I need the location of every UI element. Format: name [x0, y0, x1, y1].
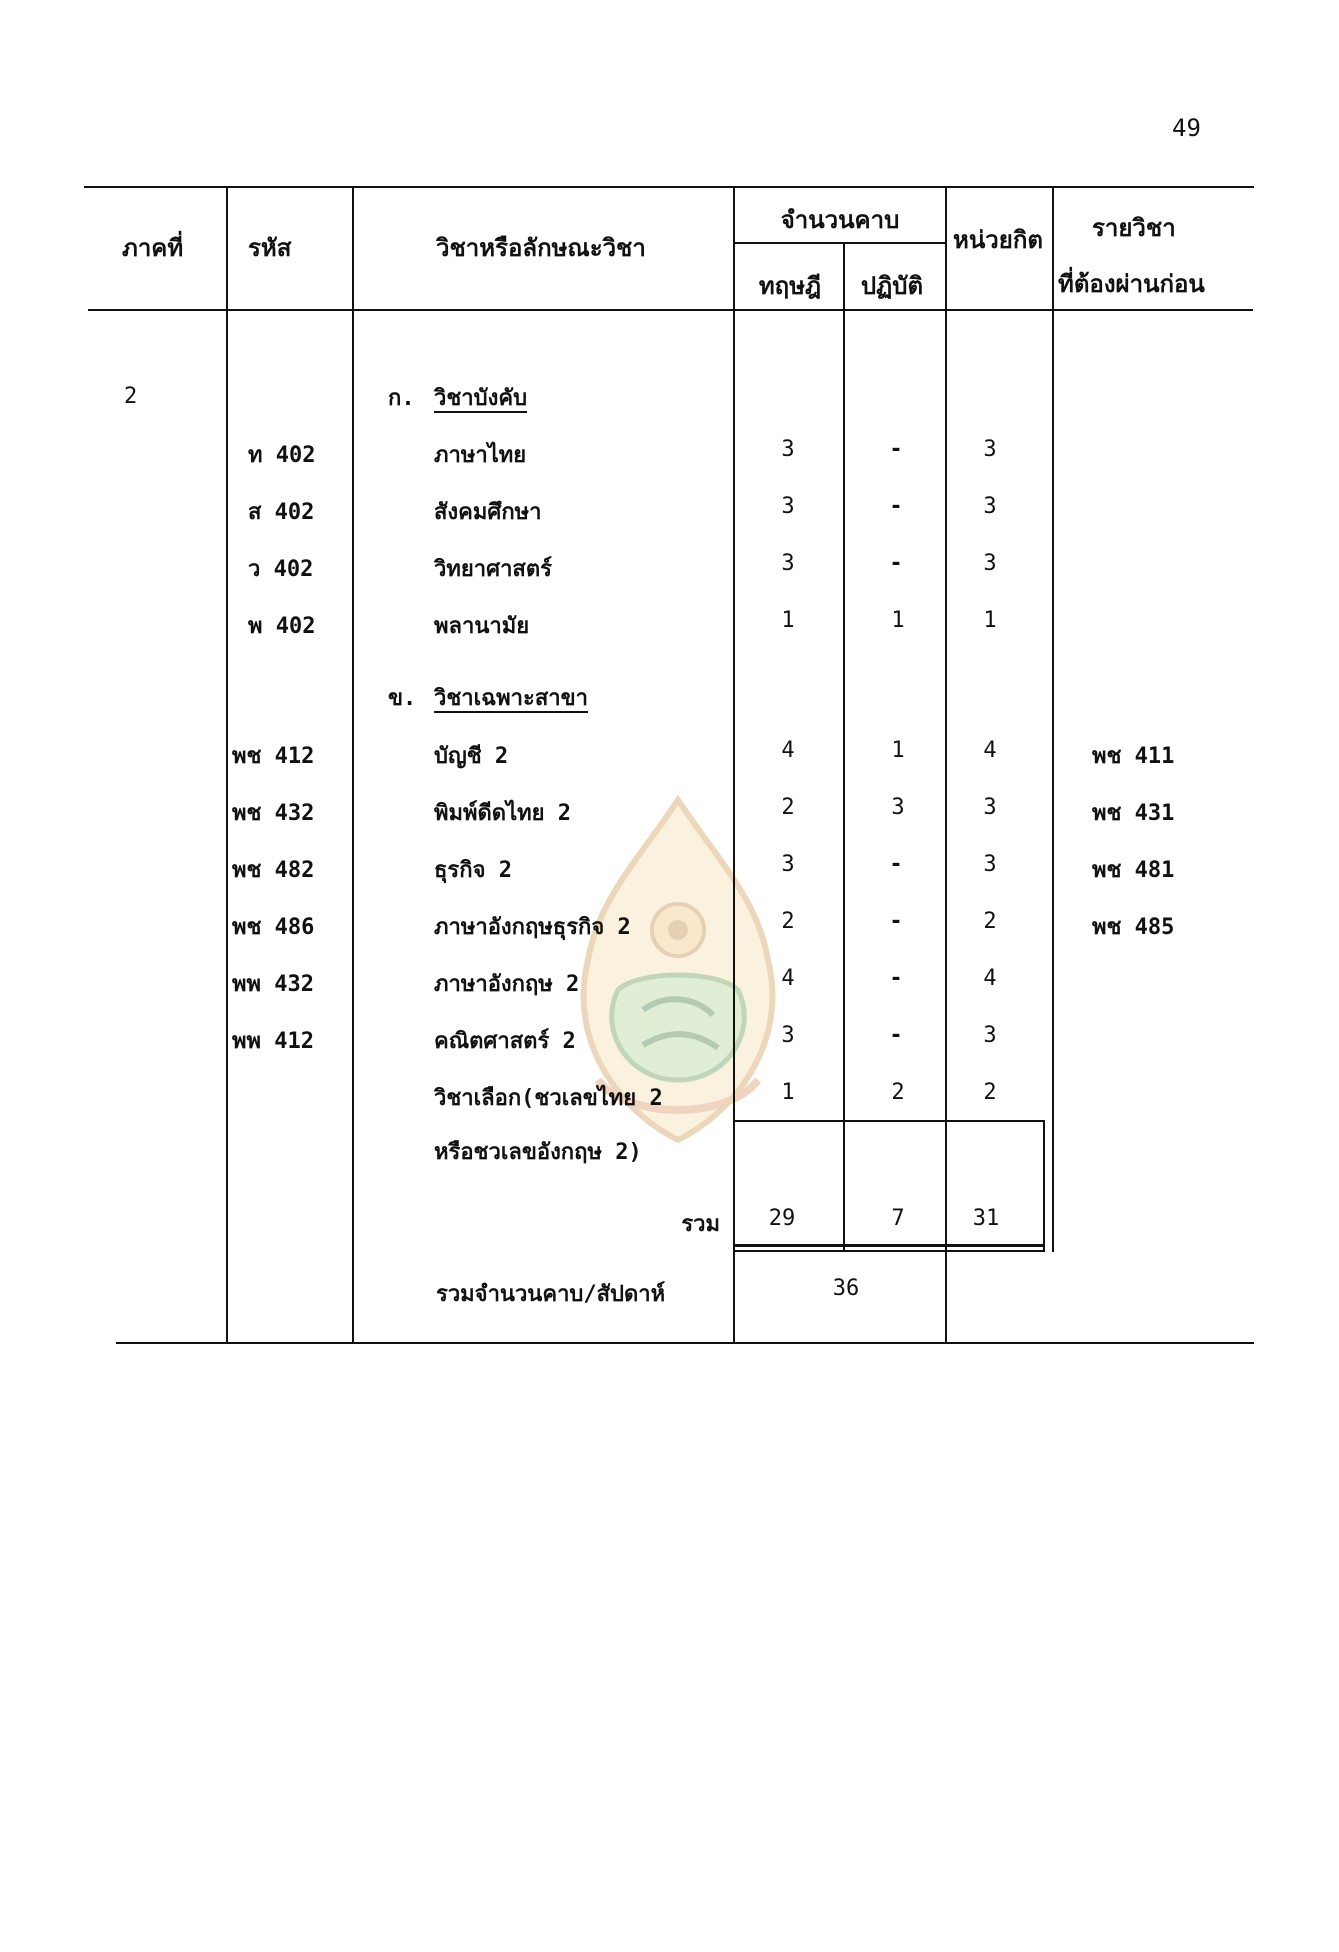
code-cell: พช 482	[232, 858, 315, 883]
group-title: วิชาบังคับ	[434, 386, 528, 411]
practice-cell: -	[889, 551, 903, 576]
code-cell: พช 486	[232, 915, 315, 940]
subject-cell: พลานามัย	[434, 614, 530, 639]
theory-cell: 1	[781, 608, 795, 633]
theory-cell: 2	[781, 909, 795, 934]
practice-cell: 3	[891, 795, 905, 820]
practice-cell: -	[889, 966, 903, 991]
credits-cell: 1	[983, 608, 997, 633]
group-title: วิชาเฉพาะสาขา	[434, 686, 588, 711]
credits-cell: 3	[983, 437, 997, 462]
subject-cell: ธุรกิจ 2	[434, 858, 512, 883]
subject-cell: สังคมศึกษา	[434, 500, 542, 525]
code-cell: พช 412	[232, 744, 315, 769]
subject-cell: บัญชี 2	[434, 744, 509, 769]
practice-cell: 1	[891, 608, 905, 633]
code-cell: พ 402	[248, 614, 316, 639]
header-theory: ทฤษฎี	[758, 272, 822, 300]
group-prefix: ข.	[388, 686, 417, 711]
header-code: รหัส	[248, 234, 292, 262]
prereq-cell: พช 431	[1092, 801, 1175, 826]
totals-credits: 31	[972, 1206, 1000, 1231]
credits-cell: 3	[983, 795, 997, 820]
semester-value: 2	[124, 384, 138, 409]
subject-cell: วิทยาศาสตร์	[434, 557, 552, 582]
practice-cell: -	[889, 909, 903, 934]
totals-theory: 29	[768, 1206, 796, 1231]
prereq-cell: พช 485	[1092, 915, 1175, 940]
credits-cell: 2	[983, 1080, 997, 1105]
practice-cell: 1	[891, 738, 905, 763]
subject-cell: วิชาเลือก(ชวเลขไทย 2	[434, 1086, 663, 1111]
totals-box-bottom	[733, 1244, 1045, 1247]
col-line-credits-left	[945, 186, 947, 1344]
totals-box-bottom-2	[733, 1250, 1045, 1252]
col-line-subject	[733, 186, 735, 1344]
totals-box-right	[1043, 1120, 1045, 1252]
credits-cell: 4	[983, 738, 997, 763]
header-prereq-line2: ที่ต้องผ่านก่อน	[1058, 270, 1205, 298]
col-line-credits-right	[1052, 186, 1054, 1252]
page-number: 49	[1172, 114, 1201, 142]
code-cell: ท 402	[248, 443, 316, 468]
credits-cell: 3	[983, 852, 997, 877]
theory-cell: 3	[781, 494, 795, 519]
theory-cell: 1	[781, 1080, 795, 1105]
theory-cell: 3	[781, 437, 795, 462]
periods-subheader-rule	[733, 242, 945, 244]
code-cell: พพ 432	[232, 972, 314, 997]
theory-cell: 4	[781, 966, 795, 991]
header-semester: ภาคที่	[122, 234, 184, 262]
practice-cell: -	[889, 494, 903, 519]
credits-cell: 3	[983, 494, 997, 519]
subject-continuation: หรือชวเลขอังกฤษ 2)	[434, 1140, 642, 1165]
subject-cell: คณิตศาสตร์ 2	[434, 1029, 576, 1054]
theory-cell: 3	[781, 551, 795, 576]
weekly-total-value: 36	[832, 1276, 860, 1301]
header-practice: ปฏิบัติ	[860, 272, 924, 300]
weekly-total-label: รวมจำนวนคาบ/สัปดาห์	[436, 1282, 666, 1307]
header-bottom-rule	[88, 309, 1253, 311]
practice-cell: -	[889, 852, 903, 877]
theory-cell: 3	[781, 852, 795, 877]
table-bottom-rule	[116, 1342, 1254, 1344]
col-line-code	[352, 186, 354, 1344]
table-top-rule	[84, 186, 1254, 188]
credits-cell: 2	[983, 909, 997, 934]
header-periods: จำนวนคาบ	[780, 206, 900, 234]
subject-cell: พิมพ์ดีดไทย 2	[434, 801, 572, 826]
header-credits: หน่วยกิต	[953, 226, 1043, 254]
theory-cell: 2	[781, 795, 795, 820]
col-line-semester	[226, 186, 228, 1344]
theory-cell: 4	[781, 738, 795, 763]
totals-box-top	[735, 1120, 1045, 1122]
credits-cell: 4	[983, 966, 997, 991]
credits-cell: 3	[983, 1023, 997, 1048]
practice-cell: 2	[891, 1080, 905, 1105]
col-line-theory	[843, 242, 845, 1250]
group-prefix: ก.	[388, 386, 415, 411]
totals-label: รวม	[681, 1212, 720, 1237]
code-cell: พพ 412	[232, 1029, 314, 1054]
code-cell: พช 432	[232, 801, 315, 826]
subject-cell: ภาษาไทย	[434, 443, 527, 468]
header-subject: วิชาหรือลักษณะวิชา	[436, 234, 646, 262]
code-cell: ส 402	[248, 500, 315, 525]
prereq-cell: พช 411	[1092, 744, 1175, 769]
totals-practice: 7	[891, 1206, 905, 1231]
prereq-cell: พช 481	[1092, 858, 1175, 883]
credits-cell: 3	[983, 551, 997, 576]
header-prereq-line1: รายวิชา	[1092, 214, 1176, 242]
practice-cell: -	[889, 437, 903, 462]
theory-cell: 3	[781, 1023, 795, 1048]
code-cell: ว 402	[248, 557, 314, 582]
subject-cell: ภาษาอังกฤษธุรกิจ 2	[434, 915, 631, 940]
subject-cell: ภาษาอังกฤษ 2	[434, 972, 580, 997]
practice-cell: -	[889, 1023, 903, 1048]
